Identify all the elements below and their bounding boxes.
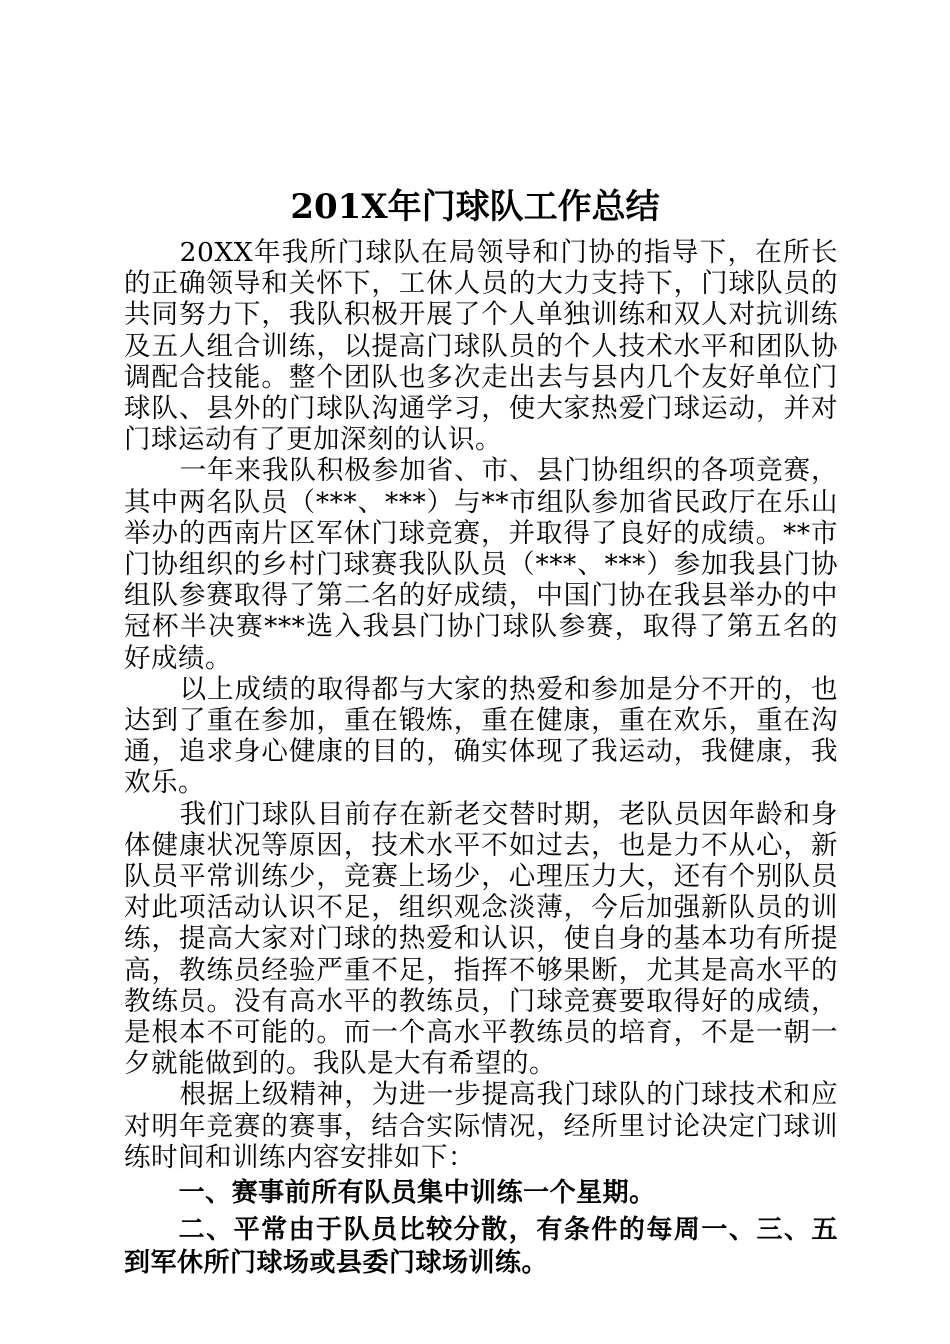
paragraph-1: 20XX年我所门球队在局领导和门协的指导下，在所长的正确领导和关怀下，工休人员的大力支持下，门球队员的共同努力下，我队积极开展了个人单独训练和双人对抗训练及五人组合训练，以提高门球队员的个人技术水平和团队协调配合技能。整个团队也多次走出去与县内几个友好单位门球队、县外的门球队沟通学习，使大家热爱门球运动，并对门球运动有了更加深刻的认识。 — [124, 237, 838, 456]
document-body — [124, 237, 838, 1280]
paragraph-2: 一年来我队积极参加省、市、县门协组织的各项竞赛，其中两名队员（***、***）与**市组队参加省民政厅在乐山举办的西南片区军休门球竞赛，并取得了良好的成绩。**市门协组织的乡村门球赛我队队员（***、***）参加我县门协组队参赛取得了第二名的好成绩，中国门协在我县举办的中冠杯半决赛***选入我县门协门球队参赛，取得了第五名的好成绩。 — [124, 455, 838, 674]
document-title: 201X年门球队工作总结 — [290, 187, 660, 227]
plan-item-2: 二、平常由于队员比较分散，有条件的每周一、三、五到军休所门球场或县委门球场训练。 — [124, 1215, 838, 1279]
paragraph-5: 根据上级精神，为进一步提高我门球队的门球技术和应对明年竞赛的赛事，结合实际情况，经所里讨论决定门球训练时间和训练内容安排如下： — [124, 1079, 838, 1173]
paragraph-3: 以上成绩的取得都与大家的热爱和参加是分不开的，也达到了重在参加，重在锻炼，重在健康，重在欢乐，重在沟通，追求身心健康的目的，确实体现了我运动，我健康，我欢乐。 — [124, 673, 838, 799]
paragraph-4: 我们门球队目前存在新老交替时期，老队员因年龄和身体健康状况等原因，技术水平不如过去，也是力不从心，新队员平常训练少，竞赛上场少，心理压力大，还有个别队员对此项活动认识不足，组织观念淡薄，今后加强新队员的训练，提高大家对门球的热爱和认识，使自身的基本功有所提高，教练员经验严重不足，指挥不够果断，尤其是高水平的教练员。没有高水平的教练员，门球竞赛要取得好的成绩，是根本不可能的。而一个高水平教练员的培育，不是一朝一夕就能做到的。我队是大有希望的。 — [124, 798, 838, 1080]
plan-item-1: 一、赛事前所有队员集中训练一个星期。 — [178, 1178, 656, 1209]
